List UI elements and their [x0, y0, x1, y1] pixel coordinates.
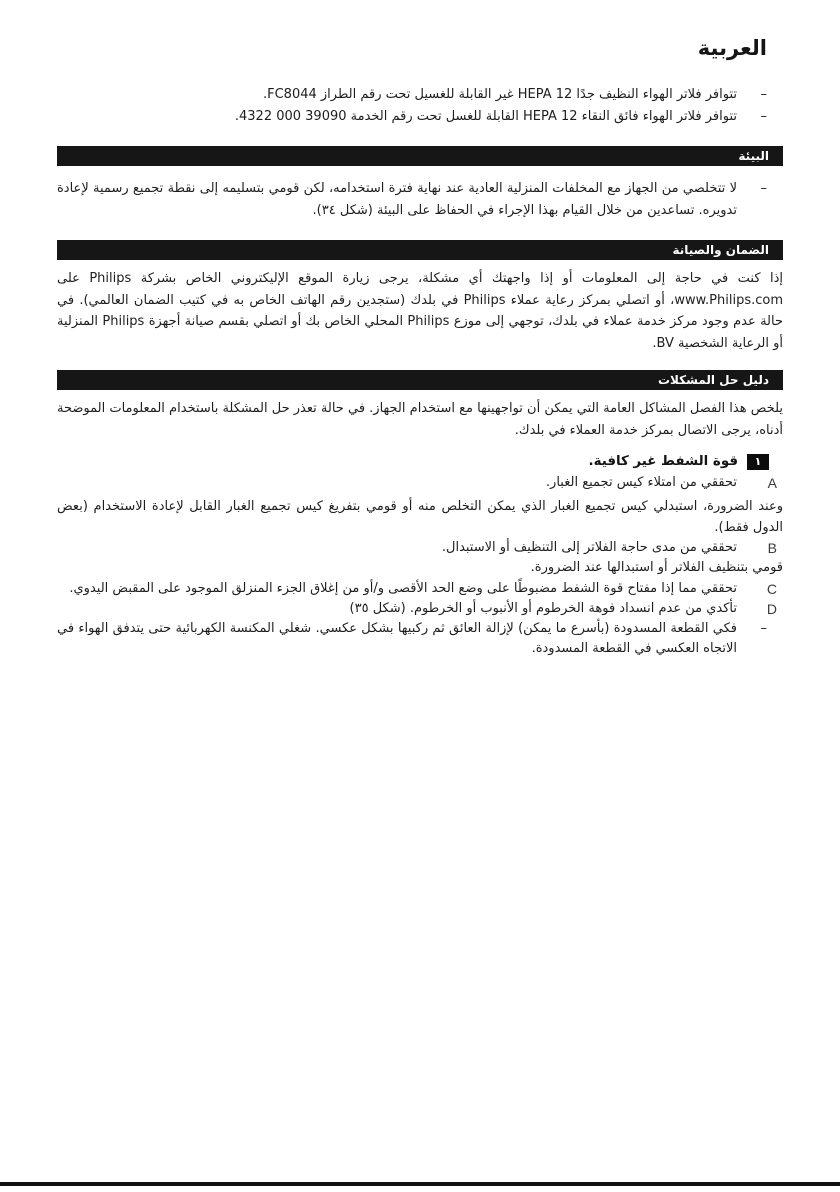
problem-number-badge: ١: [747, 454, 769, 470]
section-header-label: دليل حل المشكلات: [657, 373, 769, 387]
step-text: تأكدي من عدم انسداد فوهة الخرطوم أو الأنبوب أو الخرطوم. (شكل ٣٥): [349, 600, 737, 616]
step-letter: D: [766, 600, 777, 617]
step-row-b: [57, 538, 783, 558]
step-row-c: [57, 579, 783, 599]
problem-title: قوة الشفط غير كافية.: [588, 454, 738, 469]
page-title: العربية: [697, 36, 767, 60]
scan-page-bottom-edge: [0, 1182, 840, 1186]
step-note: قومي بتنظيف الفلاتر أو استبدالها عند الضرورة.: [530, 560, 783, 575]
step-dash-item: [57, 619, 783, 660]
step-letter: B: [767, 540, 777, 556]
section-header-environment: [57, 146, 783, 166]
environment-note-text: لا تتخلصي من الجهاز مع المخلفات المنزلية العادية عند نهاية فترة استخدامه، لكن قومي بتسليمه إلى نقطة تجميع رسمية لإعادة تدويره. تساعدين من خلال القيام بهذا الإجراء في الحفاظ على البيئة (شكل ٣٤).: [57, 181, 737, 218]
step-text: تحققي مما إذا مفتاح قوة الشفط مضبوطًا على وضع الحد الأقصى و/أو من إغلاق الجزء المنزلق الموجود على المقبض اليدوي.: [69, 580, 737, 596]
troubleshooting-intro: يلخص هذا الفصل المشاكل العامة التي يمكن أن تواجهينها مع استخدام الجهاز. في حالة تعذر حل المشكلة باستخدام المعلومات الموضحة أدناه، يرجى الاتصال بمركز خدمة العملاء في بلدك.: [57, 401, 783, 438]
environment-note: [57, 178, 783, 222]
step-text: تحققي من مدى حاجة الفلاتر إلى التنظيف أو الاستبدال.: [441, 540, 737, 555]
intro-bullets: [57, 84, 783, 128]
section-header-label: الضمان والصيانة: [672, 243, 769, 257]
step-row-a: [57, 473, 783, 493]
step-text: تحققي من امتلاء كيس تجميع الغبار.: [545, 475, 737, 490]
section-header-troubleshooting: [57, 370, 783, 390]
step-note: وعند الضرورة، استبدلي كيس تجميع الغبار الذي يمكن التخلص منه أو قومي بتفريغ كيس تجميع الغبار القابل لإعادة الاستخدام (بعض الدول فقط).: [57, 499, 783, 535]
bullet-item: [57, 84, 783, 106]
dash-bullet-marker: –: [760, 87, 767, 102]
dash-bullet-marker: –: [760, 109, 767, 124]
step-row-d: [57, 599, 783, 619]
warranty-body: إذا كنت في حاجة إلى المعلومات أو إذا واجهتك أي مشكلة، يرجى زيارة الموقع الإليكتروني الخاص بشركة Philips على www.Philips.com، أو اتصلي بمركز رعاية عملاء Philips في بلدك (ستجدين رقم الهاتف الخاص به في كتيب الضمان العالمي). في حالة عدم وجود مركز خدمة عملاء في بلدك، توجهي إلى موزع Philips المحلي الخاص بك أو اتصلي بقسم صيانة أجهزة Philips المنزلية أو الرعاية الشخصية BV.: [57, 271, 783, 351]
page-content: [0, 34, 840, 660]
dash-bullet-marker: –: [760, 620, 767, 636]
step-letter: A: [767, 475, 777, 491]
step-letter: C: [766, 580, 777, 597]
dash-bullet-marker: –: [760, 181, 767, 196]
bullet-text: تتوافر فلاتر الهواء النظيف جدًا HEPA 12 غير القابلة للغسيل تحت رقم الطراز FC8044.: [262, 87, 737, 102]
bullet-item: [57, 106, 783, 128]
section-header-label: البيئة: [738, 149, 769, 163]
bullet-text: تتوافر فلاتر الهواء فائق النقاء HEPA 12 القابلة للغسل تحت رقم الخدمة ‪4322 000 39090‬.: [234, 109, 737, 124]
section-header-warranty: [57, 240, 783, 260]
step-text: فكي القطعة المسدودة (بأسرع ما يمكن) لإزالة العائق ثم ركبيها بشكل عكسي. شغلي المكنسة الكهربائية حتى يتدفق الهواء في الاتجاه العكسي في القطعة المسدودة.: [57, 620, 737, 656]
problem-heading: [57, 453, 783, 470]
